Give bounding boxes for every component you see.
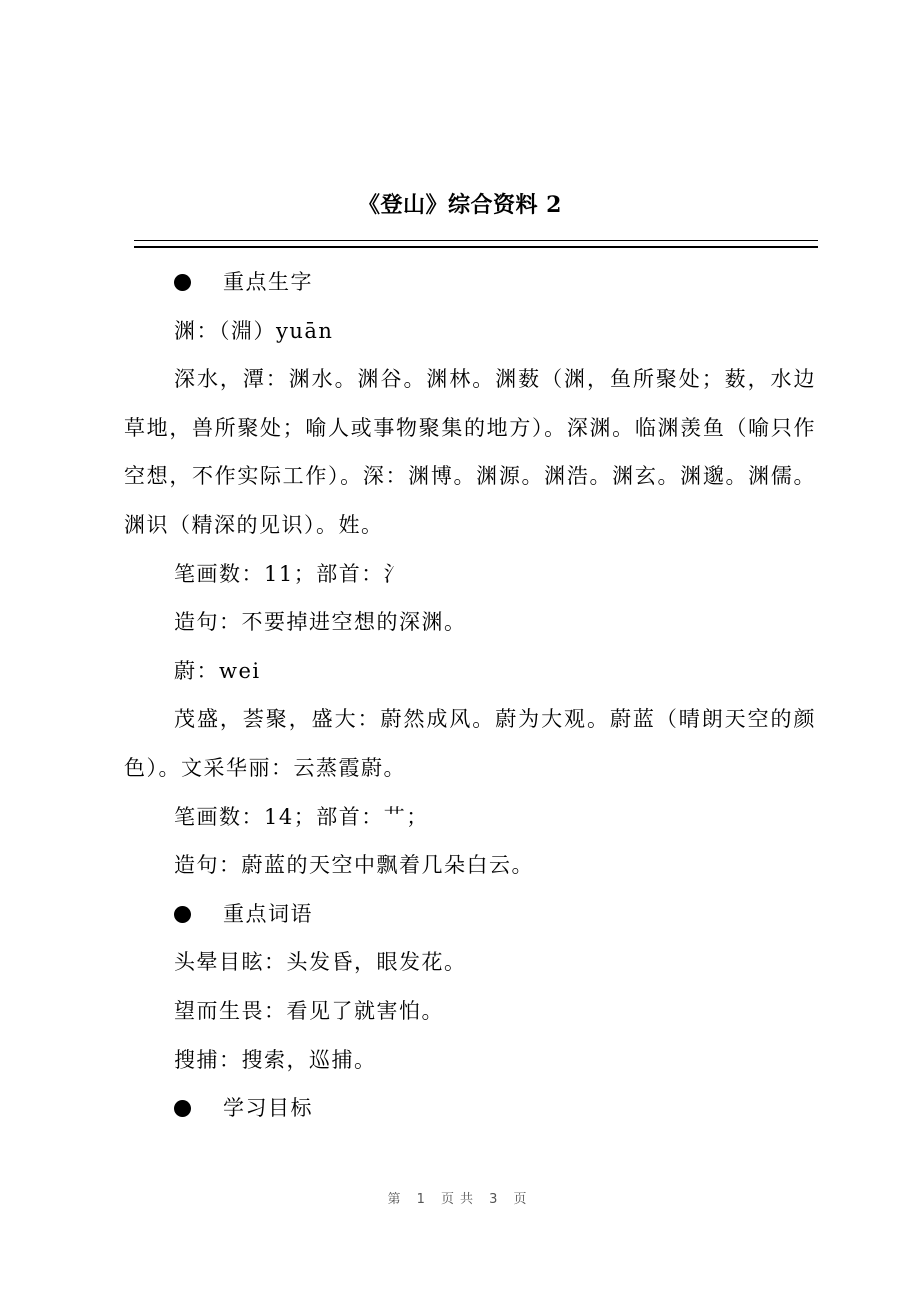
paragraph: 头晕目眩：头发昏，眼发花。 <box>174 950 467 975</box>
bullet-icon <box>174 906 191 923</box>
paragraph: 茂盛，荟聚，盛大：蔚然成风。蔚为大观。蔚蓝（晴朗天空的颜色）。文采华丽：云蒸霞蔚。 <box>124 707 816 780</box>
title-divider <box>134 240 818 248</box>
paragraph: 造句：不要掉进空想的深渊。 <box>174 610 467 635</box>
document-body <box>124 258 816 1133</box>
section-heading <box>124 890 816 939</box>
paragraph: 笔画数：11；部首：氵 <box>174 561 407 586</box>
paragraph: 望而生畏：看见了就害怕。 <box>174 998 444 1023</box>
document-title: 《登山》综合资料 2 <box>358 192 562 218</box>
paragraph: 蔚：wei <box>174 658 261 683</box>
section-heading-text: 学习目标 <box>223 1096 313 1121</box>
paragraph: 渊：（淵）yuān <box>174 318 334 343</box>
section-heading <box>124 1084 816 1133</box>
section-heading-text: 重点生字 <box>223 270 313 294</box>
paragraph: 搜捕：搜索，巡捕。 <box>174 1047 377 1072</box>
paragraph: 造句：蔚蓝的天空中飘着几朵白云。 <box>174 853 534 878</box>
paragraph: 笔画数：14；部首：艹； <box>174 804 429 829</box>
paragraph: 深水，潭：渊水。渊谷。渊林。渊薮（渊，鱼所聚处；薮，水边草地，兽所聚处；喻人或事物聚集的地方）。深渊。临渊羡鱼（喻只作空想，不作实际工作）。深：渊博。渊源。渊浩。渊玄。渊邈。渊儒。渊识（精深的见识）。姓。 <box>124 367 816 537</box>
page-footer: 第 1 页共 3 页 <box>387 1192 533 1207</box>
section-heading <box>124 258 816 307</box>
section-heading-text: 重点词语 <box>223 901 313 926</box>
bullet-icon <box>174 274 191 291</box>
bullet-icon <box>174 1100 191 1117</box>
